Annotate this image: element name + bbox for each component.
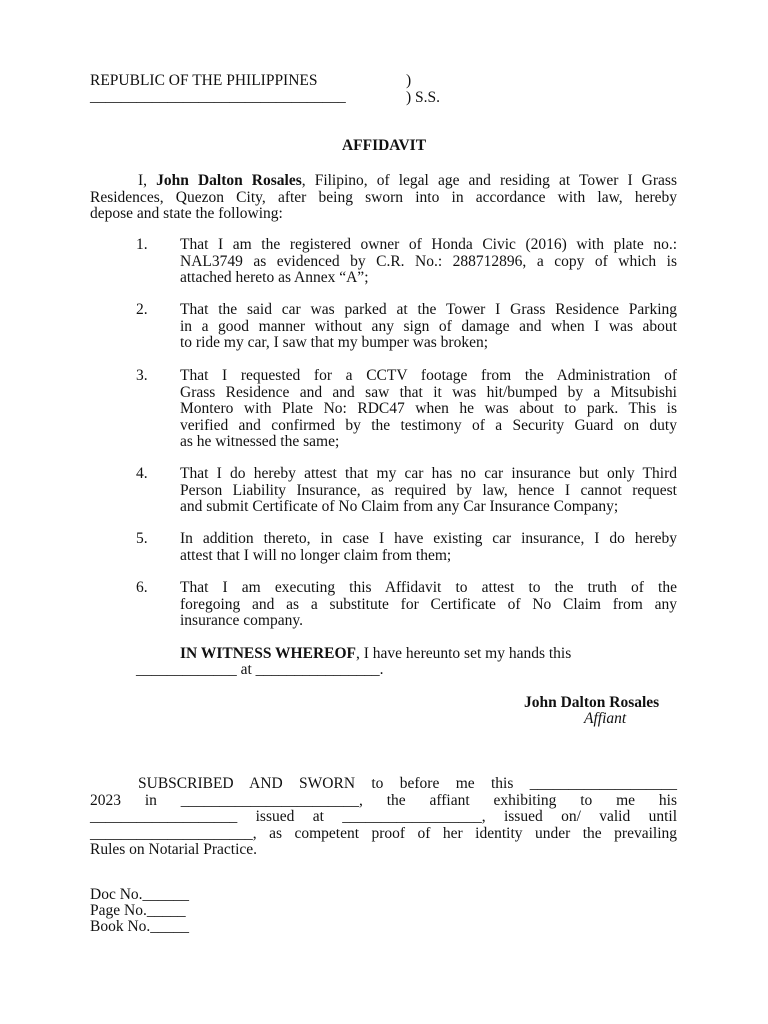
item-line: That the said car was parked at the Tower I Grass Residence Parking bbox=[180, 301, 677, 318]
item-line: Person Liability Insurance, as required by law, hence I cannot request bbox=[180, 481, 677, 499]
item-number: 3. bbox=[136, 367, 148, 384]
venue-paren: ) bbox=[406, 72, 412, 89]
item-line: verified and confirmed by the testimony of a Security Guard on duty bbox=[180, 416, 677, 434]
item-line: attest that I will no longer claim from them; bbox=[180, 546, 452, 564]
item-line: That I do hereby attest that my car has no car insurance but only Third bbox=[180, 465, 677, 482]
item-line: That I am the registered owner of Honda Civic (2016) with plate no.: bbox=[180, 236, 677, 253]
doc-number: Doc No.______ bbox=[90, 886, 190, 903]
book-number: Book No._____ bbox=[90, 918, 190, 935]
jurat-line: SUBSCRIBED AND SWORN to before me this ___________________ bbox=[138, 775, 677, 792]
item-1-text bbox=[180, 237, 677, 287]
venue-ss: ) S.S. bbox=[406, 89, 441, 106]
item-line: NAL3749 as evidenced by C.R. No.: 288712896, a copy of which is bbox=[180, 252, 677, 270]
venue-blank-line: _________________________________ bbox=[90, 88, 346, 105]
witness-date-place: _____________ at ________________. bbox=[136, 661, 384, 678]
item-2-text bbox=[180, 302, 677, 352]
intro-prefix: I, bbox=[138, 172, 157, 189]
item-line: That I requested for a CCTV footage from the Administration of bbox=[180, 367, 677, 384]
jurat-paragraph bbox=[90, 776, 677, 859]
intro-paragraph bbox=[90, 173, 677, 223]
signature-name: John Dalton Rosales bbox=[524, 694, 660, 711]
intro-line-3: depose and state the following: bbox=[90, 205, 283, 222]
item-line: and submit Certificate of No Claim from any Car Insurance Company; bbox=[180, 498, 619, 515]
item-6-text bbox=[180, 580, 677, 630]
jurat-line: 2023 in _______________________, the affiant exhibiting to me his bbox=[90, 791, 677, 809]
item-line: attached hereto as Annex “A”; bbox=[180, 269, 369, 286]
item-line: foregoing and as a substitute for Certificate of No Claim from any bbox=[180, 595, 677, 613]
witness-rest: , I have hereunto set my hands this bbox=[356, 645, 572, 662]
item-3-text bbox=[180, 368, 677, 451]
item-number: 4. bbox=[136, 465, 148, 482]
item-line: insurance company. bbox=[180, 612, 303, 629]
item-4-text bbox=[180, 466, 677, 516]
item-line: That I am executing this Affidavit to attest to the truth of the bbox=[180, 579, 677, 596]
item-5-text bbox=[180, 531, 677, 564]
witness-bold: IN WITNESS WHEREOF bbox=[180, 645, 357, 662]
item-number: 5. bbox=[136, 530, 148, 547]
item-line: to ride my car, I saw that my bumper was broken; bbox=[180, 334, 489, 351]
intro-line-2: Residences, Quezon City, after being sworn into in accordance with law, hereby bbox=[90, 188, 677, 206]
item-number: 1. bbox=[136, 236, 148, 253]
jurat-line: _____________________, as competent proof of her identity under the prevailing bbox=[90, 824, 677, 842]
page-number: Page No._____ bbox=[90, 902, 186, 919]
affiant-name-inline: John Dalton Rosales bbox=[156, 172, 302, 189]
item-line: Grass Residence and and saw that it was hit/bumped by a Mitsubishi bbox=[180, 383, 677, 401]
item-number: 6. bbox=[136, 579, 148, 596]
venue-republic: REPUBLIC OF THE PHILIPPINES bbox=[90, 72, 318, 89]
intro-line1-rest: , Filipino, of legal age and residing at Tower I Grass bbox=[301, 172, 677, 189]
item-number: 2. bbox=[136, 301, 148, 318]
signature-role: Affiant bbox=[584, 710, 627, 727]
intro-line-1 bbox=[90, 173, 677, 190]
item-line: Montero with Plate No: RDC47 when he was about to park. This is bbox=[180, 400, 677, 417]
item-line: in a good manner without any sign of damage and when I was about bbox=[180, 317, 677, 335]
item-line: as he witnessed the same; bbox=[180, 433, 340, 450]
item-line: In addition thereto, in case I have existing car insurance, I do hereby bbox=[180, 530, 677, 547]
jurat-last-line: Rules on Notarial Practice. bbox=[90, 841, 258, 858]
document-title: AFFIDAVIT bbox=[341, 137, 427, 154]
jurat-line: ___________________ issued at __________________, issued on/ valid until bbox=[90, 808, 677, 825]
